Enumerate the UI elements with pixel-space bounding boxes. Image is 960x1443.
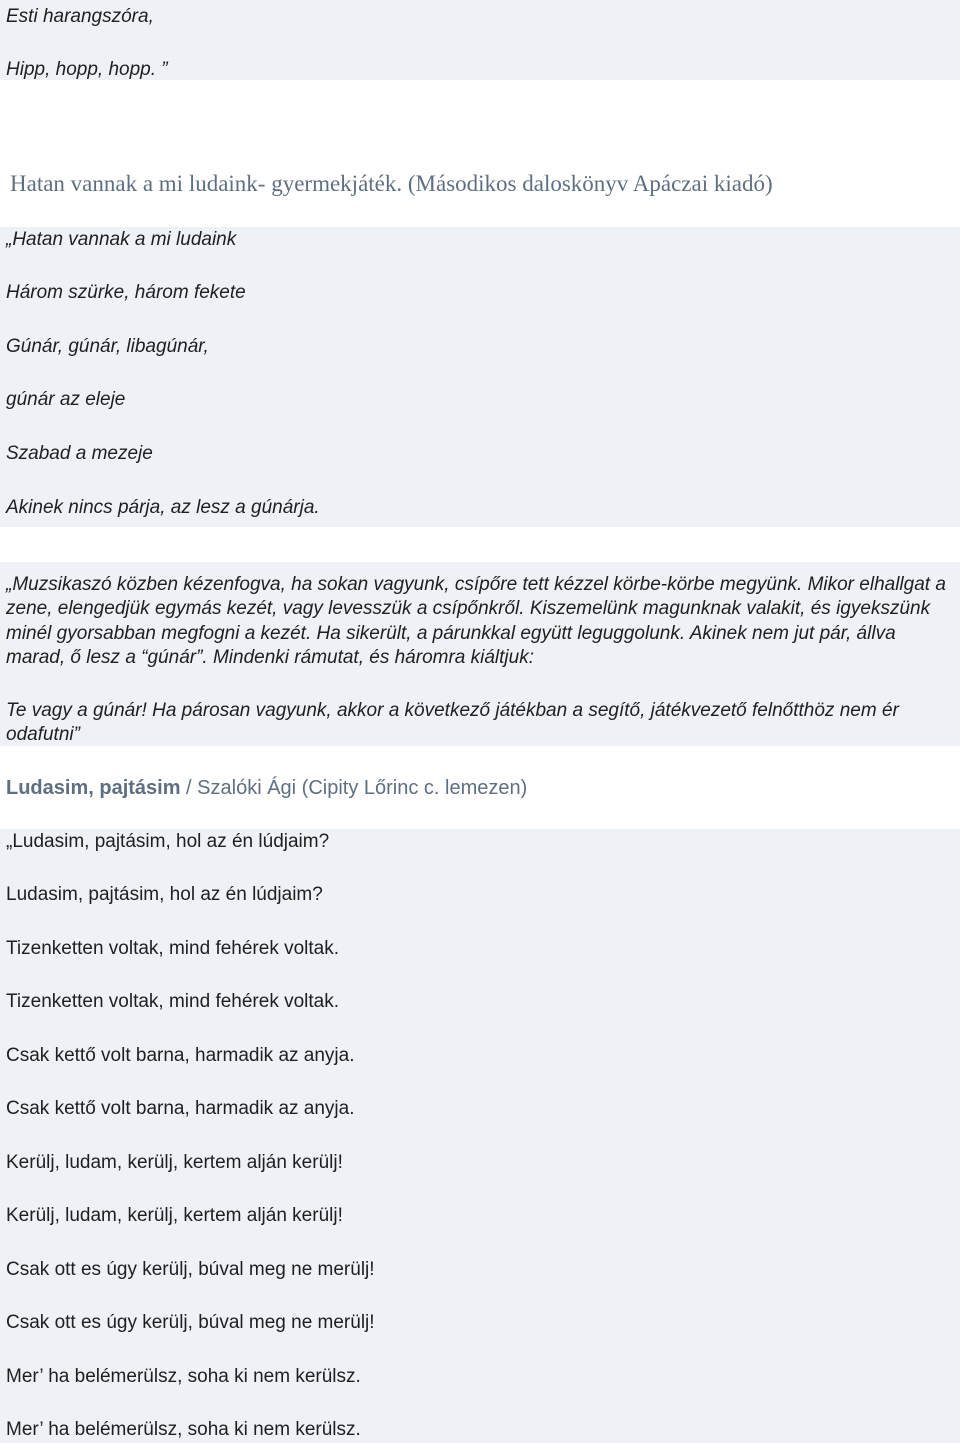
section-title	[6, 775, 527, 801]
lyric-line: Csak kettő volt barna, harmadik az anyja.	[6, 1045, 355, 1066]
section-title: Hatan vannak a mi ludaink- gyermekjáték. (Másodikos daloskönyv Apáczai kiadó)	[10, 171, 773, 196]
game-description: „Muzsikaszó közben kézenfogva, ha sokan vagyunk, csípőre tett kézzel körbe-körbe megyünk. Mikor elhallgat a zene, elengedjük egymás kezét, vagy levesszük a csípőnkről. Kiszemelünk magunknak valakit, és igyekszünk minél gyorsabban megfogni a kezét. Ha sikerült, a párunkkal együtt leguggolunk. Akinek nem jut pár, állva marad, ő lesz a “gúnár”. Mindenki rámutat, és háromra kiáltjuk:	[6, 574, 946, 669]
background-band	[0, 829, 960, 1443]
poem-line: Akinek nincs párja, az lesz a gúnárja.	[6, 497, 320, 518]
poem-line: Esti harangszóra,	[6, 6, 154, 27]
song-title: Ludasim, pajtásim	[6, 777, 181, 799]
poem-line: Szabad a mezeje	[6, 443, 153, 464]
lyric-line: Csak ott es úgy kerülj, búval meg ne merülj!	[6, 1259, 375, 1280]
lyric-line: Csak kettő volt barna, harmadik az anyja.	[6, 1098, 355, 1119]
poem-line: Három szürke, három fekete	[6, 282, 246, 303]
lyric-line: Kerülj, ludam, kerülj, kertem alján kerülj!	[6, 1152, 343, 1173]
lyric-line: Csak ott es úgy kerülj, búval meg ne merülj!	[6, 1312, 375, 1333]
poem-line: „Hatan vannak a mi ludaink	[6, 229, 237, 250]
poem-line: gúnár az eleje	[6, 389, 126, 410]
lyric-line: Tizenketten voltak, mind fehérek voltak.	[6, 991, 340, 1012]
lyric-line: Kerülj, ludam, kerülj, kertem alján kerülj!	[6, 1205, 343, 1226]
poem-line: Hipp, hopp, hopp. ”	[6, 59, 168, 80]
lyric-line: „Ludasim, pajtásim, hol az én lúdjaim?	[6, 831, 330, 852]
lyric-line: Tizenketten voltak, mind fehérek voltak.	[6, 938, 340, 959]
lyric-line: Mer’ ha belémerülsz, soha ki nem kerülsz.	[6, 1366, 361, 1387]
poem-line: Gúnár, gúnár, libagúnár,	[6, 336, 209, 357]
background-band	[0, 227, 960, 527]
lyric-line: Ludasim, pajtásim, hol az én lúdjaim?	[6, 884, 323, 905]
lyric-line: Mer’ ha belémerülsz, soha ki nem kerülsz.	[6, 1419, 361, 1440]
game-description-end: Te vagy a gúnár! Ha párosan vagyunk, akkor a következő játékban a segítő, játékvezető felnőtthöz nem ér odafutni”	[6, 700, 899, 746]
song-source: / Szalóki Ági (Cipity Lőrinc c. lemezen)	[180, 777, 528, 799]
